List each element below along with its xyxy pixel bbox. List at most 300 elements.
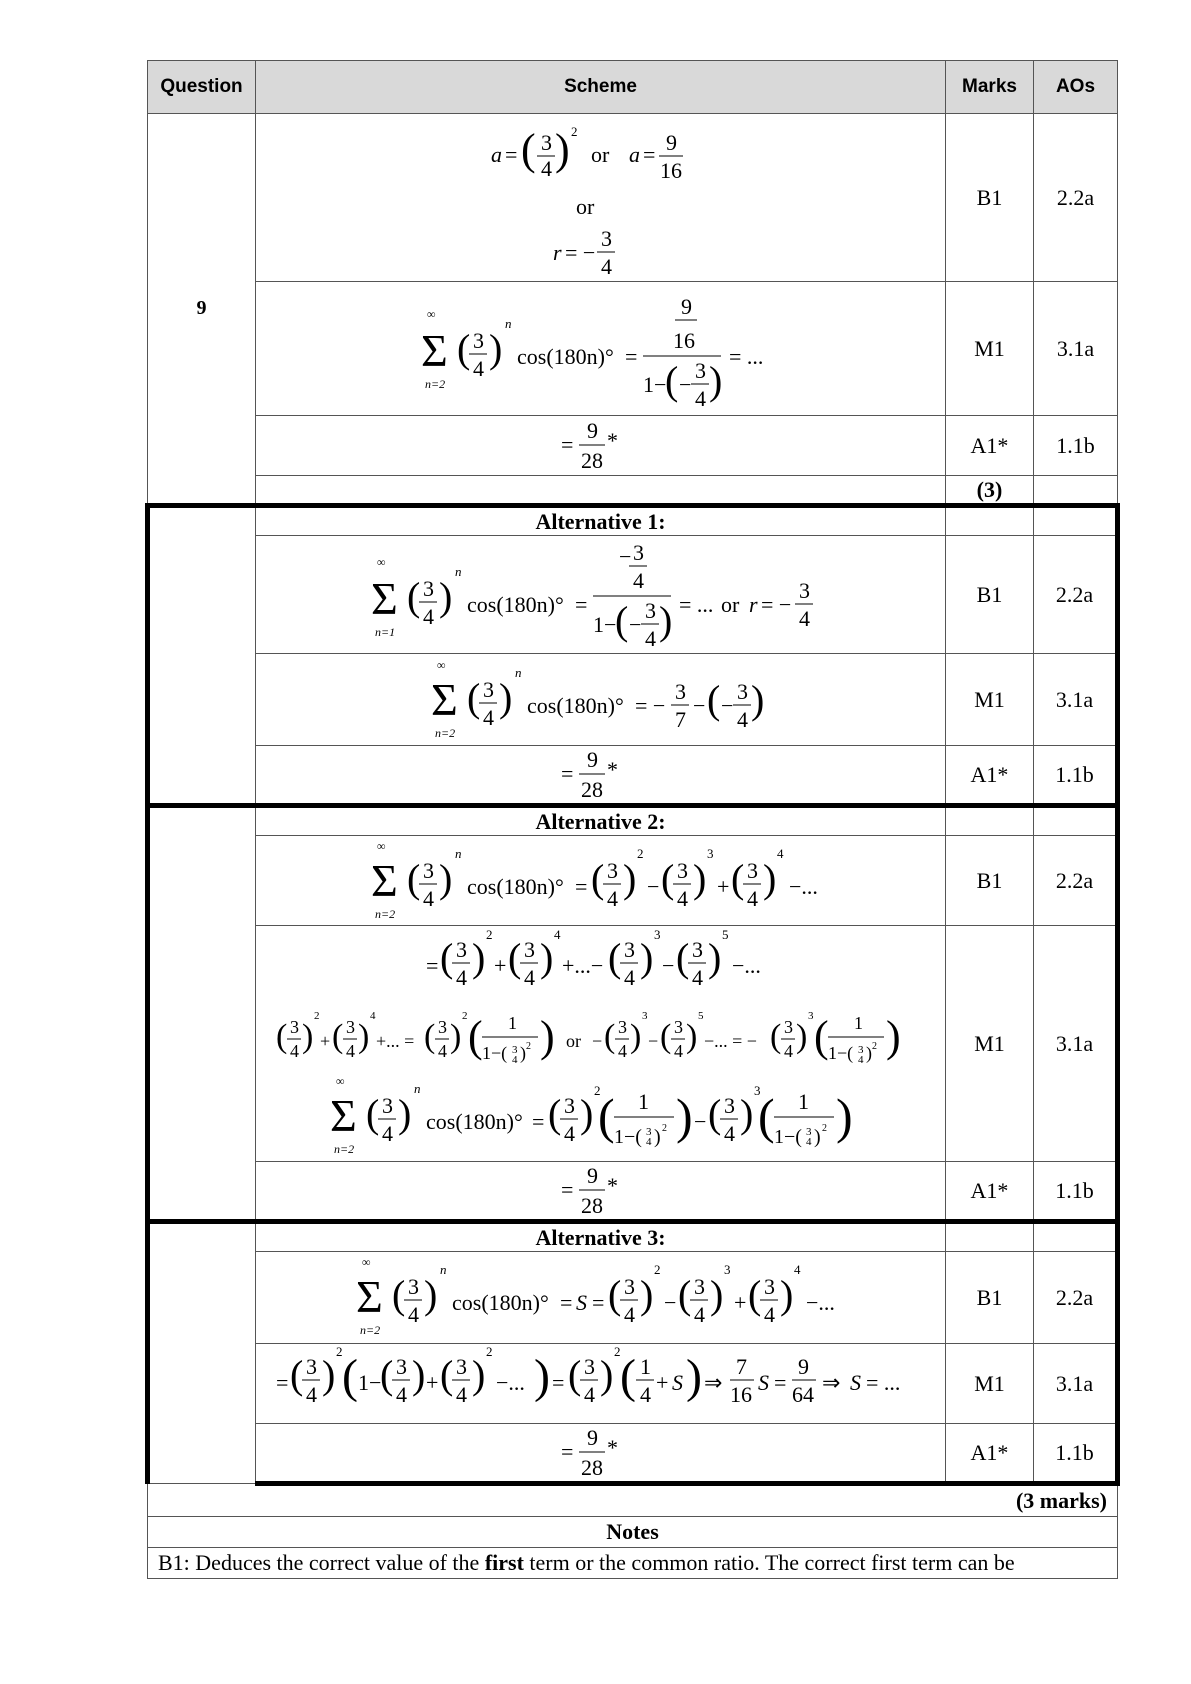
svg-text:(: ( [547, 1090, 561, 1136]
svg-text:4: 4 [511, 1053, 517, 1066]
svg-text:+: + [655, 1369, 668, 1395]
alternative-title: Alternative 2: [256, 806, 946, 836]
svg-text:−...: −... [731, 952, 761, 978]
scheme-cell [256, 282, 946, 416]
svg-text:): ) [885, 1011, 901, 1061]
svg-text:∞: ∞ [426, 306, 436, 321]
svg-text:cos(180n)°: cos(180n)° [516, 343, 614, 369]
svg-text:3: 3 [345, 1016, 355, 1037]
svg-text:3: 3 [653, 928, 660, 942]
svg-text:=: = [642, 141, 655, 167]
svg-text:(: ( [675, 934, 689, 980]
svg-text:2: 2 [653, 1261, 660, 1277]
svg-text:−: − [618, 543, 631, 569]
svg-text:1−: 1− [642, 371, 666, 397]
svg-text:−...: −... [788, 873, 818, 899]
svg-text:3: 3 [753, 1082, 760, 1098]
svg-text:1: 1 [797, 1088, 809, 1114]
svg-text:): ) [554, 124, 570, 174]
scheme-cell [256, 1424, 946, 1484]
svg-text:28: 28 [580, 1454, 603, 1480]
svg-text:⇒: ⇒ [821, 1369, 840, 1395]
svg-text:(: ( [520, 124, 536, 174]
svg-text:n: n [439, 1261, 446, 1277]
svg-text:): ) [653, 1125, 661, 1148]
ao-cell: 2.2a [1034, 1252, 1118, 1344]
svg-text:4: 4 [805, 1135, 811, 1148]
svg-text:2: 2 [871, 1040, 877, 1052]
svg-text:3: 3 [723, 1261, 730, 1277]
svg-text:∞: ∞ [335, 1073, 345, 1088]
question-number: 9 [148, 114, 256, 506]
svg-text:−...: −... [495, 1369, 525, 1395]
svg-text:(: ( [664, 357, 678, 403]
svg-text:2: 2 [485, 928, 492, 942]
svg-text:S: S [671, 1369, 683, 1395]
svg-text:= ...: = ... [728, 343, 763, 369]
svg-text:cos(180n)°: cos(180n)° [425, 1108, 523, 1134]
alt2-grouping-expression [276, 929, 926, 1159]
svg-text:): ) [397, 1090, 411, 1136]
scheme-row [148, 746, 1118, 806]
scheme-row [148, 1162, 1118, 1222]
svg-text:=: = [559, 1289, 572, 1315]
svg-text:3: 3 [381, 1092, 393, 1118]
mark-cell: A1* [946, 746, 1034, 806]
svg-text:): ) [708, 357, 722, 403]
alt1-difference-expression [431, 655, 771, 745]
ao-cell: 1.1b [1034, 746, 1118, 806]
svg-text:1−: 1− [357, 1369, 381, 1395]
svg-text:): ) [449, 1017, 461, 1055]
svg-text:r: r [748, 591, 758, 617]
svg-text:4: 4 [395, 1381, 407, 1407]
svg-text:(: ( [747, 1271, 761, 1317]
svg-text:4: 4 [553, 928, 560, 942]
svg-text:3: 3 [632, 539, 644, 565]
svg-text:n: n [514, 664, 521, 680]
alt3-solve-expression [276, 1346, 926, 1422]
svg-text:): ) [685, 1349, 702, 1403]
mark-cell: A1* [946, 416, 1034, 476]
svg-text:5: 5 [721, 928, 728, 942]
svg-text:=: = [624, 343, 637, 369]
svg-text:3: 3 [482, 676, 494, 702]
svg-text:(: ( [275, 1017, 287, 1055]
svg-text:): ) [622, 855, 636, 901]
svg-text:3: 3 [641, 1009, 647, 1022]
svg-text:): ) [762, 855, 776, 901]
svg-text:2: 2 [485, 1345, 492, 1359]
svg-text:(: ( [567, 1351, 581, 1397]
svg-text:(: ( [439, 1351, 453, 1397]
svg-text:+: + [716, 873, 729, 899]
ao-cell: 2.2a [1034, 836, 1118, 926]
svg-text:(: ( [619, 1349, 636, 1403]
svg-text:3: 3 [673, 1016, 683, 1037]
svg-text:3: 3 [472, 327, 484, 353]
mark-cell: M1 [946, 282, 1034, 416]
svg-text:16: 16 [672, 327, 695, 353]
svg-text:4: 4 [673, 1040, 683, 1061]
svg-text:=: = [574, 591, 587, 617]
svg-text:4: 4 [693, 1301, 705, 1327]
svg-text:): ) [750, 676, 764, 722]
svg-text:2: 2 [525, 1040, 531, 1052]
svg-text:(: ( [406, 573, 420, 619]
svg-text:3: 3 [706, 845, 713, 861]
svg-text:n=2: n=2 [434, 725, 455, 740]
svg-text:+: + [425, 1369, 438, 1395]
svg-text:): ) [779, 1271, 793, 1317]
svg-text:(: ( [769, 1017, 781, 1055]
alternative-title: Alternative 3: [256, 1222, 946, 1252]
svg-text:): ) [629, 1017, 641, 1055]
svg-text:4: 4 [691, 964, 703, 990]
svg-text:(: ( [439, 934, 453, 980]
result-expression [561, 418, 641, 474]
svg-text:(: ( [660, 855, 674, 901]
svg-text:): ) [639, 934, 653, 980]
svg-text:): ) [438, 855, 452, 901]
svg-text:9: 9 [797, 1353, 809, 1379]
svg-text:2: 2 [613, 1345, 620, 1359]
scheme-cell [256, 1344, 946, 1424]
notes-title: Notes [148, 1517, 1118, 1548]
svg-text:9: 9 [586, 1162, 598, 1188]
svg-text:7: 7 [735, 1353, 747, 1379]
svg-text:): ) [865, 1042, 872, 1063]
svg-text:(: ( [603, 1017, 615, 1055]
svg-text:): ) [707, 934, 721, 980]
svg-text:(: ( [467, 1011, 483, 1061]
svg-text:2: 2 [661, 1122, 667, 1134]
svg-text:or: or [575, 193, 594, 219]
svg-text:(: ( [590, 855, 604, 901]
svg-text:cos(180n)°: cos(180n)° [451, 1289, 549, 1315]
result-expression [561, 1163, 641, 1219]
mark-cell: A1* [946, 1424, 1034, 1484]
svg-text:): ) [471, 934, 485, 980]
svg-text:4: 4 [746, 885, 758, 911]
svg-text:): ) [709, 1271, 723, 1317]
svg-text:3: 3 [437, 1016, 447, 1037]
svg-text:S: S [757, 1369, 769, 1395]
svg-text:4: 4 [644, 625, 656, 651]
first-term-expression [451, 118, 751, 278]
scheme-cell [256, 1162, 946, 1222]
svg-text:4: 4 [600, 253, 612, 278]
svg-text:4: 4 [623, 964, 635, 990]
ao-cell: 3.1a [1034, 1344, 1118, 1424]
svg-text:or: or [720, 591, 739, 617]
svg-text:2: 2 [593, 1082, 600, 1098]
mark-cell: M1 [946, 654, 1034, 746]
header-question: Question [148, 61, 256, 114]
svg-text:3: 3 [805, 1125, 811, 1138]
svg-text:1: 1 [507, 1012, 517, 1033]
svg-text:7: 7 [674, 706, 686, 732]
svg-text:3: 3 [395, 1353, 407, 1379]
result-expression [561, 1425, 641, 1481]
svg-text:3: 3 [563, 1092, 575, 1118]
svg-text:−...: −... [805, 1289, 835, 1315]
svg-text:4: 4 [606, 885, 618, 911]
svg-text:∞: ∞ [376, 838, 386, 853]
svg-text:9: 9 [680, 293, 692, 319]
scheme-cell [256, 1252, 946, 1344]
svg-text:): ) [539, 934, 553, 980]
svg-text:2: 2 [821, 1122, 827, 1134]
svg-text:9: 9 [586, 417, 598, 443]
svg-text:3: 3 [422, 575, 434, 601]
svg-text:): ) [423, 1271, 437, 1317]
sum-formula-expression [421, 284, 781, 414]
svg-text:⇒: ⇒ [703, 1369, 722, 1395]
svg-text:n: n [504, 315, 511, 331]
notes-header-row [148, 1517, 1118, 1548]
svg-text:4: 4 [407, 1301, 419, 1327]
svg-text:−: − [591, 1030, 602, 1051]
alternative-3-header-row [148, 1222, 1118, 1252]
svg-text:or: or [590, 141, 609, 167]
svg-text:2: 2 [335, 1345, 342, 1359]
svg-text:+: + [493, 952, 506, 978]
mark-cell: M1 [946, 1344, 1034, 1424]
svg-text:=: = [560, 1438, 573, 1464]
svg-text:4: 4 [369, 1009, 375, 1022]
svg-text:3: 3 [807, 1009, 813, 1022]
svg-text:n=2: n=2 [333, 1141, 354, 1156]
svg-text:3: 3 [523, 936, 535, 962]
ao-cell: 2.2a [1034, 536, 1118, 654]
scheme-cell [256, 926, 946, 1162]
subtotal: (3) [946, 476, 1034, 506]
svg-text:3: 3 [691, 936, 703, 962]
ao-cell: 1.1b [1034, 1162, 1118, 1222]
ao-cell: 3.1a [1034, 654, 1118, 746]
svg-text:4: 4 [639, 1381, 651, 1407]
svg-text:): ) [813, 1125, 821, 1148]
svg-text:): ) [675, 1087, 693, 1144]
svg-text:−: − [647, 1030, 658, 1051]
svg-text:n: n [454, 563, 461, 579]
notes-text: B1: Deduces the correct value of the first term or the common ratio. The correct first term can be [148, 1548, 1118, 1579]
svg-text:4: 4 [381, 1120, 393, 1146]
svg-text:= ...: = ... [678, 591, 713, 617]
svg-text:1: 1 [639, 1353, 651, 1379]
svg-text:): ) [599, 1351, 613, 1397]
svg-text:28: 28 [580, 1192, 603, 1218]
svg-text:3: 3 [455, 1353, 467, 1379]
mark-cell: B1 [946, 114, 1034, 282]
svg-text:= −: = − [760, 591, 791, 617]
svg-text:4: 4 [437, 1040, 447, 1061]
svg-text:=: = [551, 1369, 564, 1395]
svg-text:3: 3 [798, 577, 810, 603]
alt3-series-expression [356, 1254, 846, 1342]
svg-text:4: 4 [623, 1301, 635, 1327]
svg-text:(: ( [757, 1087, 775, 1144]
mark-cell: B1 [946, 536, 1034, 654]
svg-text:(: ( [597, 1087, 615, 1144]
svg-text:−: − [663, 1289, 676, 1315]
svg-text:+... =: +... = [375, 1030, 414, 1051]
scheme-cell [256, 416, 946, 476]
svg-text:(: ( [706, 676, 720, 722]
svg-text:4: 4 [793, 1261, 800, 1277]
scheme-row [148, 1344, 1118, 1424]
svg-text:(: ( [456, 325, 470, 371]
svg-text:*: * [606, 1434, 618, 1460]
svg-text:4: 4 [694, 385, 706, 411]
scheme-row [148, 654, 1118, 746]
svg-text:): ) [739, 1090, 753, 1136]
svg-text:(: ( [507, 934, 521, 980]
svg-text:4: 4 [345, 1040, 355, 1061]
ao-cell: 1.1b [1034, 416, 1118, 476]
svg-text:): ) [321, 1351, 335, 1397]
svg-text:n=2: n=2 [374, 906, 395, 921]
svg-text:28: 28 [580, 776, 603, 802]
svg-text:9: 9 [586, 746, 598, 772]
svg-text:=: = [504, 141, 517, 167]
svg-text:4: 4 [617, 1040, 627, 1061]
svg-text:): ) [471, 1351, 485, 1397]
svg-text:): ) [498, 674, 512, 720]
svg-text:4: 4 [798, 605, 810, 631]
svg-text:(: ( [813, 1011, 829, 1061]
svg-text:1−(: 1−( [613, 1125, 642, 1148]
svg-text:Σ: Σ [329, 1089, 357, 1141]
svg-text:(: ( [379, 1351, 393, 1397]
svg-text:= −: = − [634, 692, 665, 718]
svg-text:3: 3 [407, 1273, 419, 1299]
svg-text:): ) [411, 1351, 425, 1397]
scheme-row [148, 1424, 1118, 1484]
scheme-row [148, 926, 1118, 1162]
svg-text:3: 3 [763, 1273, 775, 1299]
svg-text:4: 4 [305, 1381, 317, 1407]
svg-text:=: = [591, 1289, 604, 1315]
mark-cell: M1 [946, 926, 1034, 1162]
svg-text:(: ( [607, 934, 621, 980]
svg-text:cos(180n)°: cos(180n)° [526, 692, 624, 718]
svg-text:4: 4 [472, 355, 484, 381]
svg-text:3: 3 [623, 1273, 635, 1299]
svg-text:): ) [539, 1011, 555, 1061]
svg-text:): ) [533, 1349, 550, 1403]
svg-text:1: 1 [853, 1012, 863, 1033]
svg-text:a: a [490, 141, 502, 167]
mark-cell: B1 [946, 836, 1034, 926]
alternative-1-header-row [148, 506, 1118, 536]
svg-text:3: 3 [305, 1353, 317, 1379]
alternative-2-header-row [148, 806, 1118, 836]
svg-text:28: 28 [580, 447, 603, 473]
svg-text:2: 2 [570, 123, 577, 139]
svg-text:4: 4 [723, 1120, 735, 1146]
svg-text:3: 3 [693, 1273, 705, 1299]
svg-text:2: 2 [461, 1009, 467, 1022]
scheme-row [148, 1252, 1118, 1344]
svg-text:1−(: 1−( [481, 1042, 507, 1063]
svg-text:−: − [678, 371, 691, 397]
result-expression [561, 747, 641, 803]
svg-text:(: ( [466, 674, 480, 720]
svg-text:−: − [646, 873, 659, 899]
mark-cell: B1 [946, 1252, 1034, 1344]
svg-text:*: * [606, 427, 618, 453]
svg-text:Σ: Σ [370, 572, 398, 624]
svg-text:3: 3 [289, 1016, 299, 1037]
svg-text:+: + [733, 1289, 746, 1315]
svg-text:): ) [658, 597, 672, 643]
subtotal-row [148, 476, 1118, 506]
svg-text:=: = [773, 1369, 786, 1395]
svg-text:*: * [606, 1172, 618, 1198]
svg-text:4: 4 [632, 567, 644, 593]
alt2-series-expression [371, 838, 831, 924]
scheme-cell [256, 836, 946, 926]
svg-text:−: − [692, 692, 705, 718]
svg-text:2: 2 [636, 845, 643, 861]
scheme-row [148, 282, 1118, 416]
svg-text:16: 16 [659, 157, 682, 183]
svg-text:64: 64 [791, 1381, 814, 1407]
svg-text:5: 5 [697, 1009, 703, 1022]
svg-text:=: = [560, 431, 573, 457]
svg-text:1−(: 1−( [827, 1042, 853, 1063]
svg-text:(: ( [406, 855, 420, 901]
svg-text:9: 9 [665, 129, 677, 155]
svg-text:3: 3 [746, 857, 758, 883]
svg-text:4: 4 [563, 1120, 575, 1146]
svg-text:Σ: Σ [420, 324, 448, 376]
svg-text:3: 3 [857, 1043, 863, 1056]
header-aos: AOs [1034, 61, 1118, 114]
svg-text:n: n [413, 1080, 420, 1096]
scheme-cell [256, 536, 946, 654]
svg-text:4: 4 [523, 964, 535, 990]
svg-text:=: = [531, 1108, 544, 1134]
svg-text:3: 3 [645, 1125, 651, 1138]
svg-text:4: 4 [422, 603, 434, 629]
svg-text:cos(180n)°: cos(180n)° [466, 873, 564, 899]
svg-text:3: 3 [583, 1353, 595, 1379]
svg-text:−: − [661, 952, 674, 978]
svg-text:4: 4 [455, 1381, 467, 1407]
svg-text:1: 1 [637, 1088, 649, 1114]
svg-text:(: ( [365, 1090, 379, 1136]
scheme-row [148, 536, 1118, 654]
svg-text:(: ( [707, 1090, 721, 1136]
svg-text:−: − [720, 692, 733, 718]
svg-text:3: 3 [694, 357, 706, 383]
ao-cell: 3.1a [1034, 282, 1118, 416]
svg-text:): ) [579, 1090, 593, 1136]
svg-text:3: 3 [783, 1016, 793, 1037]
svg-text:): ) [835, 1087, 853, 1144]
svg-text:−... = −: −... = − [703, 1030, 757, 1051]
svg-text:cos(180n)°: cos(180n)° [466, 591, 564, 617]
svg-text:3: 3 [511, 1043, 517, 1056]
svg-text:3: 3 [540, 129, 552, 155]
svg-text:n: n [454, 845, 461, 861]
svg-text:3: 3 [623, 936, 635, 962]
svg-text:9: 9 [586, 1424, 598, 1450]
svg-text:(: ( [331, 1017, 343, 1055]
